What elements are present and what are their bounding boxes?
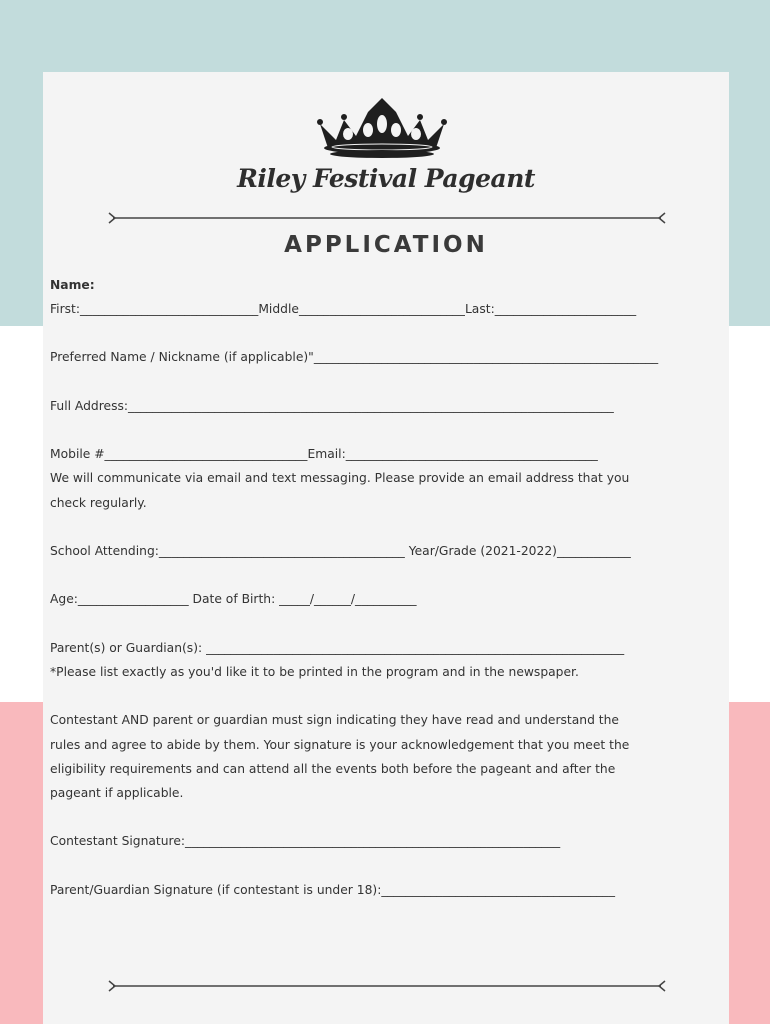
top-divider: [107, 210, 667, 226]
pageant-title: Riley Festival Pageant: [237, 164, 535, 193]
parents-note: *Please list exactly as you'd like it to be printed in the program and in the newspaper.: [50, 665, 579, 679]
agreement-line-4: pageant if applicable.: [50, 786, 184, 800]
name-label: Name:: [50, 278, 95, 292]
age-dob-fields[interactable]: Age:__________________ Date of Birth: _____/______/__________: [50, 592, 417, 606]
crown-icon: [316, 96, 448, 160]
page-title: APPLICATION: [284, 232, 488, 258]
parents-guardians-field[interactable]: Parent(s) or Guardian(s): ____________________________________________________________________: [50, 641, 625, 655]
school-grade-fields[interactable]: School Attending:________________________________________ Year/Grade (2021-2022)____________: [50, 544, 631, 558]
preferred-name-field[interactable]: Preferred Name / Nickname (if applicable)"________________________________________________________: [50, 350, 659, 364]
application-sheet: [43, 72, 729, 1024]
full-address-field[interactable]: Full Address:_______________________________________________________________________________: [50, 399, 614, 413]
name-fields[interactable]: First:_____________________________Middle___________________________Last:_______________________: [50, 302, 637, 316]
bottom-divider: [107, 978, 667, 994]
mobile-email-fields[interactable]: Mobile #_________________________________Email:_________________________________________: [50, 447, 598, 461]
agreement-line-3: eligibility requirements and can attend all the events both before the pageant and after the: [50, 762, 616, 776]
contestant-signature-field[interactable]: Contestant Signature:_____________________________________________________________: [50, 834, 561, 848]
agreement-line-1: Contestant AND parent or guardian must sign indicating they have read and understand the: [50, 713, 619, 727]
communication-note-line-2: check regularly.: [50, 496, 147, 510]
agreement-line-2: rules and agree to abide by them. Your signature is your acknowledgement that you meet the: [50, 738, 630, 752]
communication-note-line-1: We will communicate via email and text messaging. Please provide an email address that you: [50, 471, 630, 485]
guardian-signature-field[interactable]: Parent/Guardian Signature (if contestant is under 18):______________________________________: [50, 883, 615, 897]
